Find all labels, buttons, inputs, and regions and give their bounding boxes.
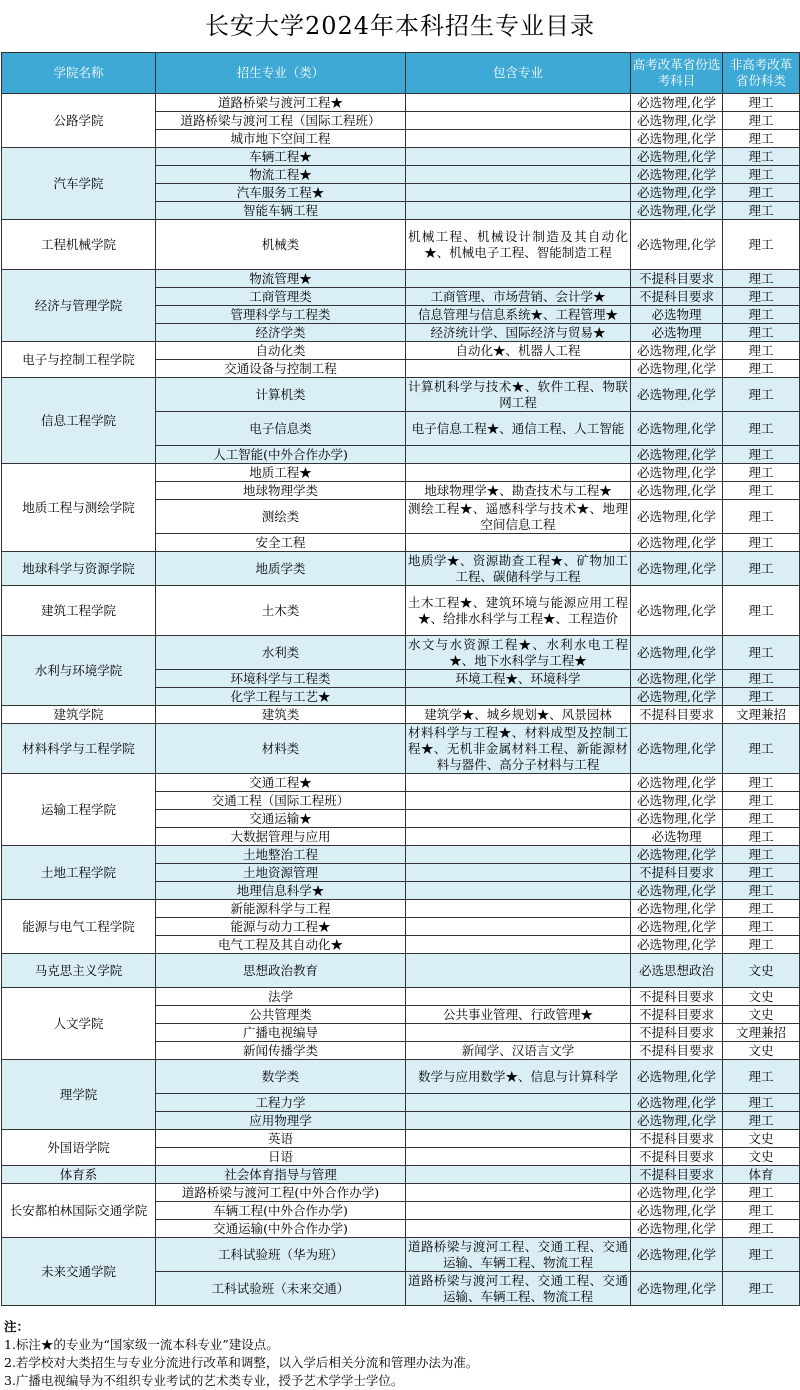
nonreform-cell: 文史 — [723, 988, 800, 1006]
major-cell: 法学 — [156, 988, 406, 1006]
major-cell: 环境科学与工程类 — [156, 670, 406, 688]
nonreform-cell: 文史 — [723, 1130, 800, 1148]
reform-cell: 必选物理,化学 — [631, 202, 723, 220]
college-cell: 运输工程学院 — [2, 774, 156, 846]
table-row — [2, 148, 800, 166]
reform-cell: 必选物理,化学 — [631, 1112, 723, 1130]
includes-cell — [406, 882, 631, 900]
nonreform-cell: 理工 — [723, 166, 800, 184]
note-item: 1.标注★的专业为“国家级一流本科专业”建设点。 — [4, 1337, 279, 1352]
major-cell: 交通运输★ — [156, 810, 406, 828]
includes-cell: 土木工程★、建筑环境与能源应用工程★、给排水科学与工程★、工程造价 — [406, 586, 631, 636]
table-header-row — [2, 53, 800, 94]
nonreform-cell: 理工 — [723, 1238, 800, 1272]
major-cell: 交通工程★ — [156, 774, 406, 792]
nonreform-cell: 理工 — [723, 184, 800, 202]
table-row — [2, 1060, 800, 1094]
nonreform-cell: 理工 — [723, 342, 800, 360]
major-cell: 安全工程 — [156, 534, 406, 552]
includes-cell — [406, 900, 631, 918]
major-cell: 思想政治教育 — [156, 954, 406, 988]
major-cell: 新能源科学与工程 — [156, 900, 406, 918]
college-cell: 水利与环境学院 — [2, 636, 156, 706]
major-cell: 汽车服务工程★ — [156, 184, 406, 202]
college-cell: 地球科学与资源学院 — [2, 552, 156, 586]
reform-cell: 必选物理,化学 — [631, 792, 723, 810]
includes-cell — [406, 130, 631, 148]
nonreform-cell: 理工 — [723, 1220, 800, 1238]
college-cell: 经济与管理学院 — [2, 270, 156, 342]
reform-cell: 不提科目要求 — [631, 864, 723, 882]
includes-cell — [406, 148, 631, 166]
table-row — [2, 586, 800, 636]
includes-cell — [406, 792, 631, 810]
reform-cell: 不提科目要求 — [631, 1130, 723, 1148]
table-row — [2, 900, 800, 918]
nonreform-cell: 理工 — [723, 270, 800, 288]
nonreform-cell: 文史 — [723, 1042, 800, 1060]
table-row — [2, 724, 800, 774]
includes-cell: 地质学★、资源勘查工程★、矿物加工工程、碳储科学与工程 — [406, 552, 631, 586]
nonreform-cell: 理工 — [723, 500, 800, 534]
reform-cell: 必选思想政治 — [631, 954, 723, 988]
page-title: 长安大学2024年本科招生专业目录 — [204, 12, 596, 40]
major-cell: 水利类 — [156, 636, 406, 670]
reform-cell: 必选物理,化学 — [631, 464, 723, 482]
college-cell: 未来交通学院 — [2, 1238, 156, 1306]
nonreform-cell: 理工 — [723, 202, 800, 220]
reform-cell: 必选物理,化学 — [631, 1272, 723, 1306]
major-cell: 智能车辆工程 — [156, 202, 406, 220]
nonreform-cell: 理工 — [723, 1184, 800, 1202]
table-row — [2, 378, 800, 412]
note-item: 3.广播电视编导为不组织专业考试的艺术类专业，授予艺术学学士学位。 — [4, 1373, 404, 1388]
reform-cell: 必选物理,化学 — [631, 342, 723, 360]
major-cell: 化学工程与工艺★ — [156, 688, 406, 706]
reform-cell: 必选物理,化学 — [631, 412, 723, 446]
includes-cell — [406, 1220, 631, 1238]
college-cell: 材料科学与工程学院 — [2, 724, 156, 774]
table-row — [2, 220, 800, 270]
major-cell: 能源与动力工程★ — [156, 918, 406, 936]
includes-cell — [406, 774, 631, 792]
major-cell: 工程力学 — [156, 1094, 406, 1112]
major-cell: 土地整治工程 — [156, 846, 406, 864]
nonreform-cell: 理工 — [723, 1112, 800, 1130]
college-cell: 理学院 — [2, 1060, 156, 1130]
nonreform-cell: 理工 — [723, 220, 800, 270]
nonreform-cell: 理工 — [723, 1060, 800, 1094]
includes-cell: 新闻学、汉语言文学 — [406, 1042, 631, 1060]
reform-cell: 必选物理,化学 — [631, 1184, 723, 1202]
includes-cell — [406, 1130, 631, 1148]
includes-cell — [406, 988, 631, 1006]
header-nonreform: 非高考改革省份科类 — [723, 53, 800, 94]
nonreform-cell: 理工 — [723, 586, 800, 636]
includes-cell — [406, 360, 631, 378]
header-reform: 高考改革省份选考科目 — [631, 53, 723, 94]
includes-cell: 计算机科学与技术★、软件工程、物联网工程 — [406, 378, 631, 412]
major-cell: 车辆工程★ — [156, 148, 406, 166]
includes-cell — [406, 1166, 631, 1184]
reform-cell: 必选物理,化学 — [631, 670, 723, 688]
reform-cell: 必选物理,化学 — [631, 846, 723, 864]
includes-cell: 公共事业管理、行政管理★ — [406, 1006, 631, 1024]
reform-cell: 必选物理,化学 — [631, 482, 723, 500]
reform-cell: 必选物理 — [631, 828, 723, 846]
reform-cell: 必选物理,化学 — [631, 810, 723, 828]
includes-cell — [406, 1148, 631, 1166]
nonreform-cell: 理工 — [723, 828, 800, 846]
nonreform-cell: 理工 — [723, 148, 800, 166]
reform-cell: 必选物理,化学 — [631, 220, 723, 270]
table-row — [2, 270, 800, 288]
reform-cell: 不提科目要求 — [631, 1166, 723, 1184]
college-cell: 体育系 — [2, 1166, 156, 1184]
includes-cell — [406, 270, 631, 288]
reform-cell: 必选物理,化学 — [631, 586, 723, 636]
reform-cell: 不提科目要求 — [631, 288, 723, 306]
table-row — [2, 1130, 800, 1148]
nonreform-cell: 理工 — [723, 1094, 800, 1112]
table-row — [2, 342, 800, 360]
major-cell: 大数据管理与应用 — [156, 828, 406, 846]
major-cell: 土地资源管理 — [156, 864, 406, 882]
major-cell: 材料类 — [156, 724, 406, 774]
college-cell: 地质工程与测绘学院 — [2, 464, 156, 552]
reform-cell: 必选物理,化学 — [631, 130, 723, 148]
includes-cell — [406, 864, 631, 882]
includes-cell — [406, 688, 631, 706]
major-cell: 广播电视编导 — [156, 1024, 406, 1042]
reform-cell: 必选物理,化学 — [631, 936, 723, 954]
includes-cell — [406, 184, 631, 202]
reform-cell: 必选物理 — [631, 324, 723, 342]
header-major: 招生专业（类） — [156, 53, 406, 94]
table-row — [2, 1238, 800, 1272]
major-cell: 交通工程（国际工程班） — [156, 792, 406, 810]
nonreform-cell: 理工 — [723, 864, 800, 882]
reform-cell: 必选物理,化学 — [631, 534, 723, 552]
reform-cell: 必选物理,化学 — [631, 166, 723, 184]
major-cell: 道路桥梁与渡河工程(中外合作办学) — [156, 1184, 406, 1202]
nonreform-cell: 理工 — [723, 724, 800, 774]
major-cell: 物流工程★ — [156, 166, 406, 184]
includes-cell: 信息管理与信息系统★、工程管理★ — [406, 306, 631, 324]
nonreform-cell: 理工 — [723, 774, 800, 792]
includes-cell — [406, 446, 631, 464]
note-item: 2.若学校对大类招生与专业分流进行改革和调整，以入学后相关分流和管理办法为准。 — [4, 1355, 479, 1370]
includes-cell: 电子信息工程★、通信工程、人工智能 — [406, 412, 631, 446]
nonreform-cell: 理工 — [723, 306, 800, 324]
includes-cell — [406, 1094, 631, 1112]
nonreform-cell: 理工 — [723, 688, 800, 706]
reform-cell: 必选物理,化学 — [631, 552, 723, 586]
major-cell: 地质学类 — [156, 552, 406, 586]
nonreform-cell: 文理兼招 — [723, 706, 800, 724]
major-cell: 地质工程★ — [156, 464, 406, 482]
reform-cell: 必选物理,化学 — [631, 378, 723, 412]
includes-cell — [406, 954, 631, 988]
notes-heading: 注： — [4, 1319, 30, 1334]
college-cell: 信息工程学院 — [2, 378, 156, 464]
major-catalog-table — [1, 52, 800, 1306]
major-cell: 计算机类 — [156, 378, 406, 412]
nonreform-cell: 理工 — [723, 810, 800, 828]
table-body — [2, 94, 800, 1306]
nonreform-cell: 理工 — [723, 552, 800, 586]
includes-cell — [406, 534, 631, 552]
header-college: 学院名称 — [2, 53, 156, 94]
major-cell: 经济学类 — [156, 324, 406, 342]
college-cell: 工程机械学院 — [2, 220, 156, 270]
nonreform-cell: 理工 — [723, 900, 800, 918]
reform-cell: 不提科目要求 — [631, 270, 723, 288]
includes-cell — [406, 166, 631, 184]
college-cell: 建筑工程学院 — [2, 586, 156, 636]
includes-cell: 机械工程、机械设计制造及其自动化★、机械电子工程、智能制造工程 — [406, 220, 631, 270]
college-cell: 电子与控制工程学院 — [2, 342, 156, 378]
includes-cell — [406, 936, 631, 954]
major-cell: 地理信息科学★ — [156, 882, 406, 900]
nonreform-cell: 理工 — [723, 94, 800, 112]
table-row — [2, 552, 800, 586]
major-cell: 应用物理学 — [156, 1112, 406, 1130]
includes-cell — [406, 464, 631, 482]
reform-cell: 不提科目要求 — [631, 1042, 723, 1060]
reform-cell: 必选物理,化学 — [631, 636, 723, 670]
includes-cell — [406, 112, 631, 130]
includes-cell: 数学与应用数学★、信息与计算科学 — [406, 1060, 631, 1094]
reform-cell: 必选物理,化学 — [631, 1238, 723, 1272]
table-row — [2, 1184, 800, 1202]
college-cell: 汽车学院 — [2, 148, 156, 220]
notes-section — [0, 1306, 800, 1390]
reform-cell: 必选物理,化学 — [631, 148, 723, 166]
nonreform-cell: 理工 — [723, 324, 800, 342]
header-includes: 包含专业 — [406, 53, 631, 94]
major-cell: 车辆工程(中外合作办学) — [156, 1202, 406, 1220]
nonreform-cell: 体育 — [723, 1166, 800, 1184]
table-row — [2, 954, 800, 988]
major-cell: 新闻传播学类 — [156, 1042, 406, 1060]
major-cell: 管理科学与工程类 — [156, 306, 406, 324]
includes-cell: 经济统计学、国际经济与贸易★ — [406, 324, 631, 342]
nonreform-cell: 理工 — [723, 636, 800, 670]
reform-cell: 不提科目要求 — [631, 1148, 723, 1166]
nonreform-cell: 理工 — [723, 534, 800, 552]
major-cell: 建筑类 — [156, 706, 406, 724]
nonreform-cell: 理工 — [723, 446, 800, 464]
reform-cell: 必选物理,化学 — [631, 360, 723, 378]
college-cell: 人文学院 — [2, 988, 156, 1060]
nonreform-cell: 理工 — [723, 936, 800, 954]
includes-cell — [406, 202, 631, 220]
includes-cell — [406, 1202, 631, 1220]
includes-cell — [406, 1112, 631, 1130]
nonreform-cell: 理工 — [723, 378, 800, 412]
includes-cell: 测绘工程★、遥感科学与技术★、地理空间信息工程 — [406, 500, 631, 534]
major-cell: 数学类 — [156, 1060, 406, 1094]
reform-cell: 不提科目要求 — [631, 988, 723, 1006]
nonreform-cell: 理工 — [723, 464, 800, 482]
table-row — [2, 636, 800, 670]
table-row — [2, 94, 800, 112]
major-cell: 日语 — [156, 1148, 406, 1166]
reform-cell: 必选物理,化学 — [631, 1060, 723, 1094]
college-cell: 公路学院 — [2, 94, 156, 148]
major-cell: 社会体育指导与管理 — [156, 1166, 406, 1184]
reform-cell: 必选物理,化学 — [631, 94, 723, 112]
includes-cell: 建筑学★、城乡规划★、风景园林 — [406, 706, 631, 724]
nonreform-cell: 文史 — [723, 1006, 800, 1024]
includes-cell — [406, 1184, 631, 1202]
major-cell: 城市地下空间工程 — [156, 130, 406, 148]
table-row — [2, 464, 800, 482]
major-cell: 英语 — [156, 1130, 406, 1148]
includes-cell — [406, 846, 631, 864]
reform-cell: 必选物理,化学 — [631, 112, 723, 130]
nonreform-cell: 理工 — [723, 918, 800, 936]
nonreform-cell: 理工 — [723, 670, 800, 688]
major-cell: 交通设备与控制工程 — [156, 360, 406, 378]
reform-cell: 必选物理,化学 — [631, 446, 723, 464]
includes-cell: 水文与水资源工程★、水利水电工程★、地下水科学与工程★ — [406, 636, 631, 670]
nonreform-cell: 理工 — [723, 412, 800, 446]
major-cell: 人工智能(中外合作办学) — [156, 446, 406, 464]
reform-cell: 必选物理,化学 — [631, 1220, 723, 1238]
major-cell: 道路桥梁与渡河工程★ — [156, 94, 406, 112]
table-row — [2, 988, 800, 1006]
reform-cell: 必选物理,化学 — [631, 900, 723, 918]
reform-cell: 必选物理,化学 — [631, 1094, 723, 1112]
major-cell: 自动化类 — [156, 342, 406, 360]
nonreform-cell: 理工 — [723, 846, 800, 864]
reform-cell: 必选物理,化学 — [631, 184, 723, 202]
nonreform-cell: 理工 — [723, 792, 800, 810]
table-row — [2, 1166, 800, 1184]
major-cell: 道路桥梁与渡河工程（国际工程班） — [156, 112, 406, 130]
major-cell: 机械类 — [156, 220, 406, 270]
nonreform-cell: 理工 — [723, 1272, 800, 1306]
table-row — [2, 706, 800, 724]
major-cell: 土木类 — [156, 586, 406, 636]
major-cell: 工商管理类 — [156, 288, 406, 306]
major-cell: 物流管理★ — [156, 270, 406, 288]
nonreform-cell: 理工 — [723, 482, 800, 500]
nonreform-cell: 文史 — [723, 954, 800, 988]
nonreform-cell: 理工 — [723, 1202, 800, 1220]
includes-cell: 道路桥梁与渡河工程、交通工程、交通运输、车辆工程、物流工程 — [406, 1238, 631, 1272]
college-cell: 土地工程学院 — [2, 846, 156, 900]
includes-cell — [406, 94, 631, 112]
table-row — [2, 846, 800, 864]
college-cell: 建筑学院 — [2, 706, 156, 724]
nonreform-cell: 理工 — [723, 112, 800, 130]
reform-cell: 必选物理 — [631, 306, 723, 324]
college-cell: 长安都柏林国际交通学院 — [2, 1184, 156, 1238]
major-cell: 公共管理类 — [156, 1006, 406, 1024]
major-cell: 地球物理学类 — [156, 482, 406, 500]
includes-cell — [406, 1024, 631, 1042]
reform-cell: 不提科目要求 — [631, 1006, 723, 1024]
includes-cell: 环境工程★、环境科学 — [406, 670, 631, 688]
includes-cell — [406, 918, 631, 936]
nonreform-cell: 理工 — [723, 130, 800, 148]
reform-cell: 不提科目要求 — [631, 706, 723, 724]
college-cell: 能源与电气工程学院 — [2, 900, 156, 954]
reform-cell: 必选物理,化学 — [631, 1202, 723, 1220]
major-cell: 电气工程及其自动化★ — [156, 936, 406, 954]
includes-cell: 工商管理、市场营销、会计学★ — [406, 288, 631, 306]
reform-cell: 必选物理,化学 — [631, 724, 723, 774]
reform-cell: 必选物理,化学 — [631, 882, 723, 900]
major-cell: 交通运输(中外合作办学) — [156, 1220, 406, 1238]
reform-cell: 必选物理,化学 — [631, 774, 723, 792]
includes-cell: 地球物理学★、勘查技术与工程★ — [406, 482, 631, 500]
major-cell: 工科试验班（未来交通） — [156, 1272, 406, 1306]
includes-cell — [406, 828, 631, 846]
nonreform-cell: 文理兼招 — [723, 1024, 800, 1042]
includes-cell: 道路桥梁与渡河工程、交通工程、交通运输、车辆工程、物流工程 — [406, 1272, 631, 1306]
nonreform-cell: 理工 — [723, 882, 800, 900]
reform-cell: 必选物理,化学 — [631, 918, 723, 936]
major-cell: 工科试验班（华为班） — [156, 1238, 406, 1272]
nonreform-cell: 理工 — [723, 288, 800, 306]
major-cell: 电子信息类 — [156, 412, 406, 446]
nonreform-cell: 理工 — [723, 360, 800, 378]
college-cell: 外国语学院 — [2, 1130, 156, 1166]
reform-cell: 必选物理,化学 — [631, 688, 723, 706]
includes-cell: 自动化★、机器人工程 — [406, 342, 631, 360]
table-row — [2, 774, 800, 792]
college-cell: 马克思主义学院 — [2, 954, 156, 988]
major-cell: 测绘类 — [156, 500, 406, 534]
includes-cell: 材料科学与工程★、材料成型及控制工程★、无机非金属材料工程、新能源材料与器件、高分子材料与工程 — [406, 724, 631, 774]
reform-cell: 必选物理,化学 — [631, 500, 723, 534]
reform-cell: 不提科目要求 — [631, 1024, 723, 1042]
nonreform-cell: 文史 — [723, 1148, 800, 1166]
includes-cell — [406, 810, 631, 828]
